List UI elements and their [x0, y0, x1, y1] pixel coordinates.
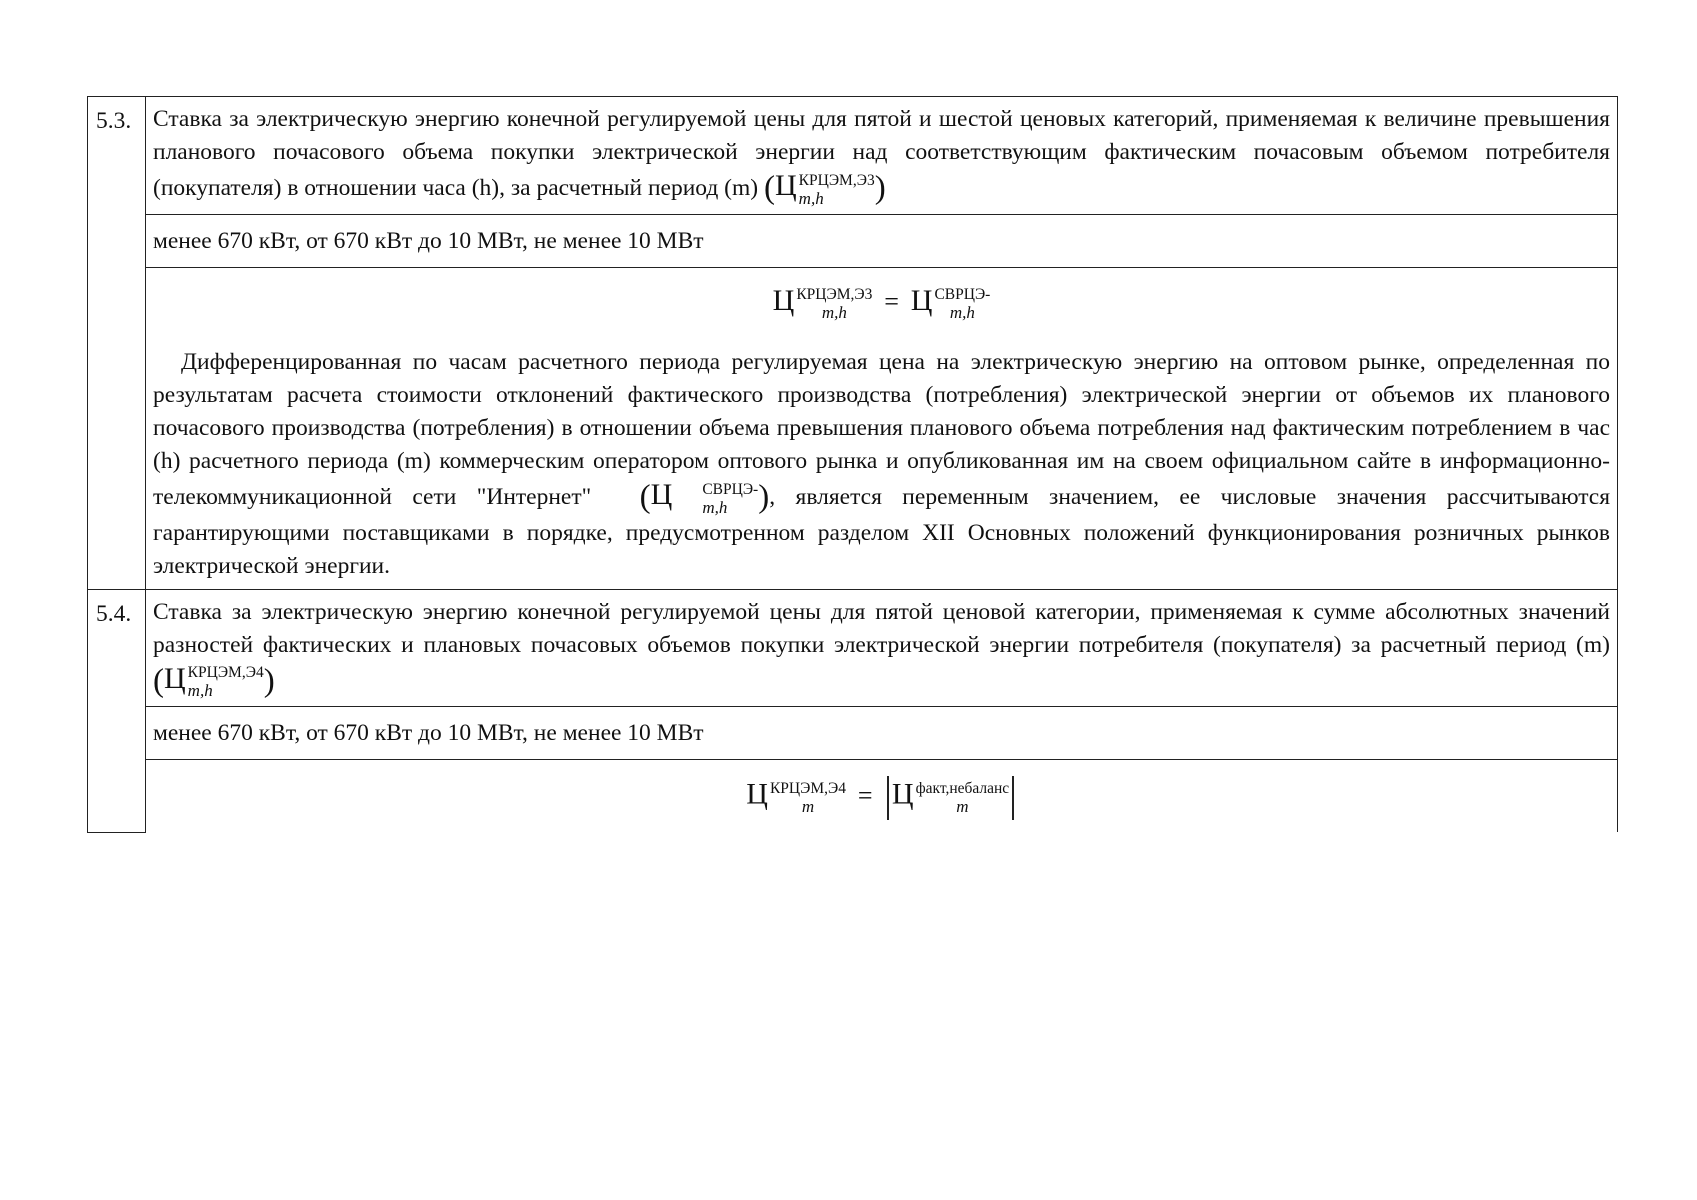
row-5-3-description: Дифференцированная по часам расчетного периода регулируемая цена на электрическую энергию на оптовом рынке, определенная по результатам расчета стоимости отклонений фактического производства (потребления) электрической энергии от объемов их планового почасового производства (потребления) в отношении объема превышения планового объема потребления над фактическим потреблением в час (h) расчетного периода (m) коммерческим оператором оптового рынка и опубликованная им на своем официальном сайте в информационно-телекоммуникационной сети "Интернет" (Ц СВРЦЭ- m,h ), является переменным значением, ее числовые значения рассчитываются гарантирующими поставщиками в порядке, предусмотренном разделом XII Основных положений функционирования розничных рынков электрической энергии.: [153, 349, 1610, 579]
row-5-3-power-range: менее 670 кВт, от 670 кВт до 10 МВт, не менее 10 МВт: [146, 214, 1618, 267]
abs-left-bar: [887, 776, 889, 820]
row-5-3-description-symbol: (Ц СВРЦЭ- m,h ): [639, 478, 770, 517]
tariff-table: [87, 96, 1618, 833]
row-5-4-formula: Ц КРЦЭМ,Э4 m = Ц факт,небаланс m: [153, 766, 1610, 826]
row-5-3-title-text: Ставка за электрическую энергию конечной регулируемой цены для пятой и шестой ценовых категорий, применяемая к величине превышения планового почасового объема покупки электрической энергии над соответствующим фактическим почасовым объемом потребителя (покупателя) в отношении часа (h), за расчетный период (m): [153, 106, 1610, 201]
row-5-3-power: [88, 214, 1618, 267]
row-5-3-formula: Ц КРЦЭМ,Э3 m,h = Ц СВРЦЭ- m,h: [772, 283, 991, 323]
row-number-5-3: 5.3.: [88, 97, 146, 590]
row-5-4-power: [88, 707, 1618, 760]
row-5-3-title: [146, 97, 1618, 215]
row-5-3-formula-cell: [146, 267, 1618, 589]
row-5-4-formula-cell: [146, 760, 1618, 833]
row-5-4-title: [146, 589, 1618, 707]
document-page: [87, 96, 1618, 833]
row-5-4-heading: [88, 589, 1618, 707]
row-5-3-formula: [88, 267, 1618, 589]
row-5-4-power-range: менее 670 кВт, от 670 кВт до 10 МВт, не менее 10 МВт: [146, 707, 1618, 760]
row-5-3-title-symbol: (Ц КРЦЭМ,Э3 m,h ): [764, 169, 886, 208]
row-5-4-title-text: Ставка за электрическую энергию конечной регулируемой цены для пятой ценовой категории, применяемая к сумме абсолютных значений разностей фактических и плановых почасовых объемов покупки электрической энергии потребителя (покупателя) за расчетный период (m): [153, 598, 1610, 658]
row-5-4-title-symbol: (Ц КРЦЭМ,Э4 m,h ): [153, 661, 275, 701]
abs-right-bar: [1012, 776, 1014, 820]
row-5-3-heading: [88, 97, 1618, 215]
row-5-4-formula: [88, 760, 1618, 833]
row-number-5-4: 5.4.: [88, 589, 146, 832]
